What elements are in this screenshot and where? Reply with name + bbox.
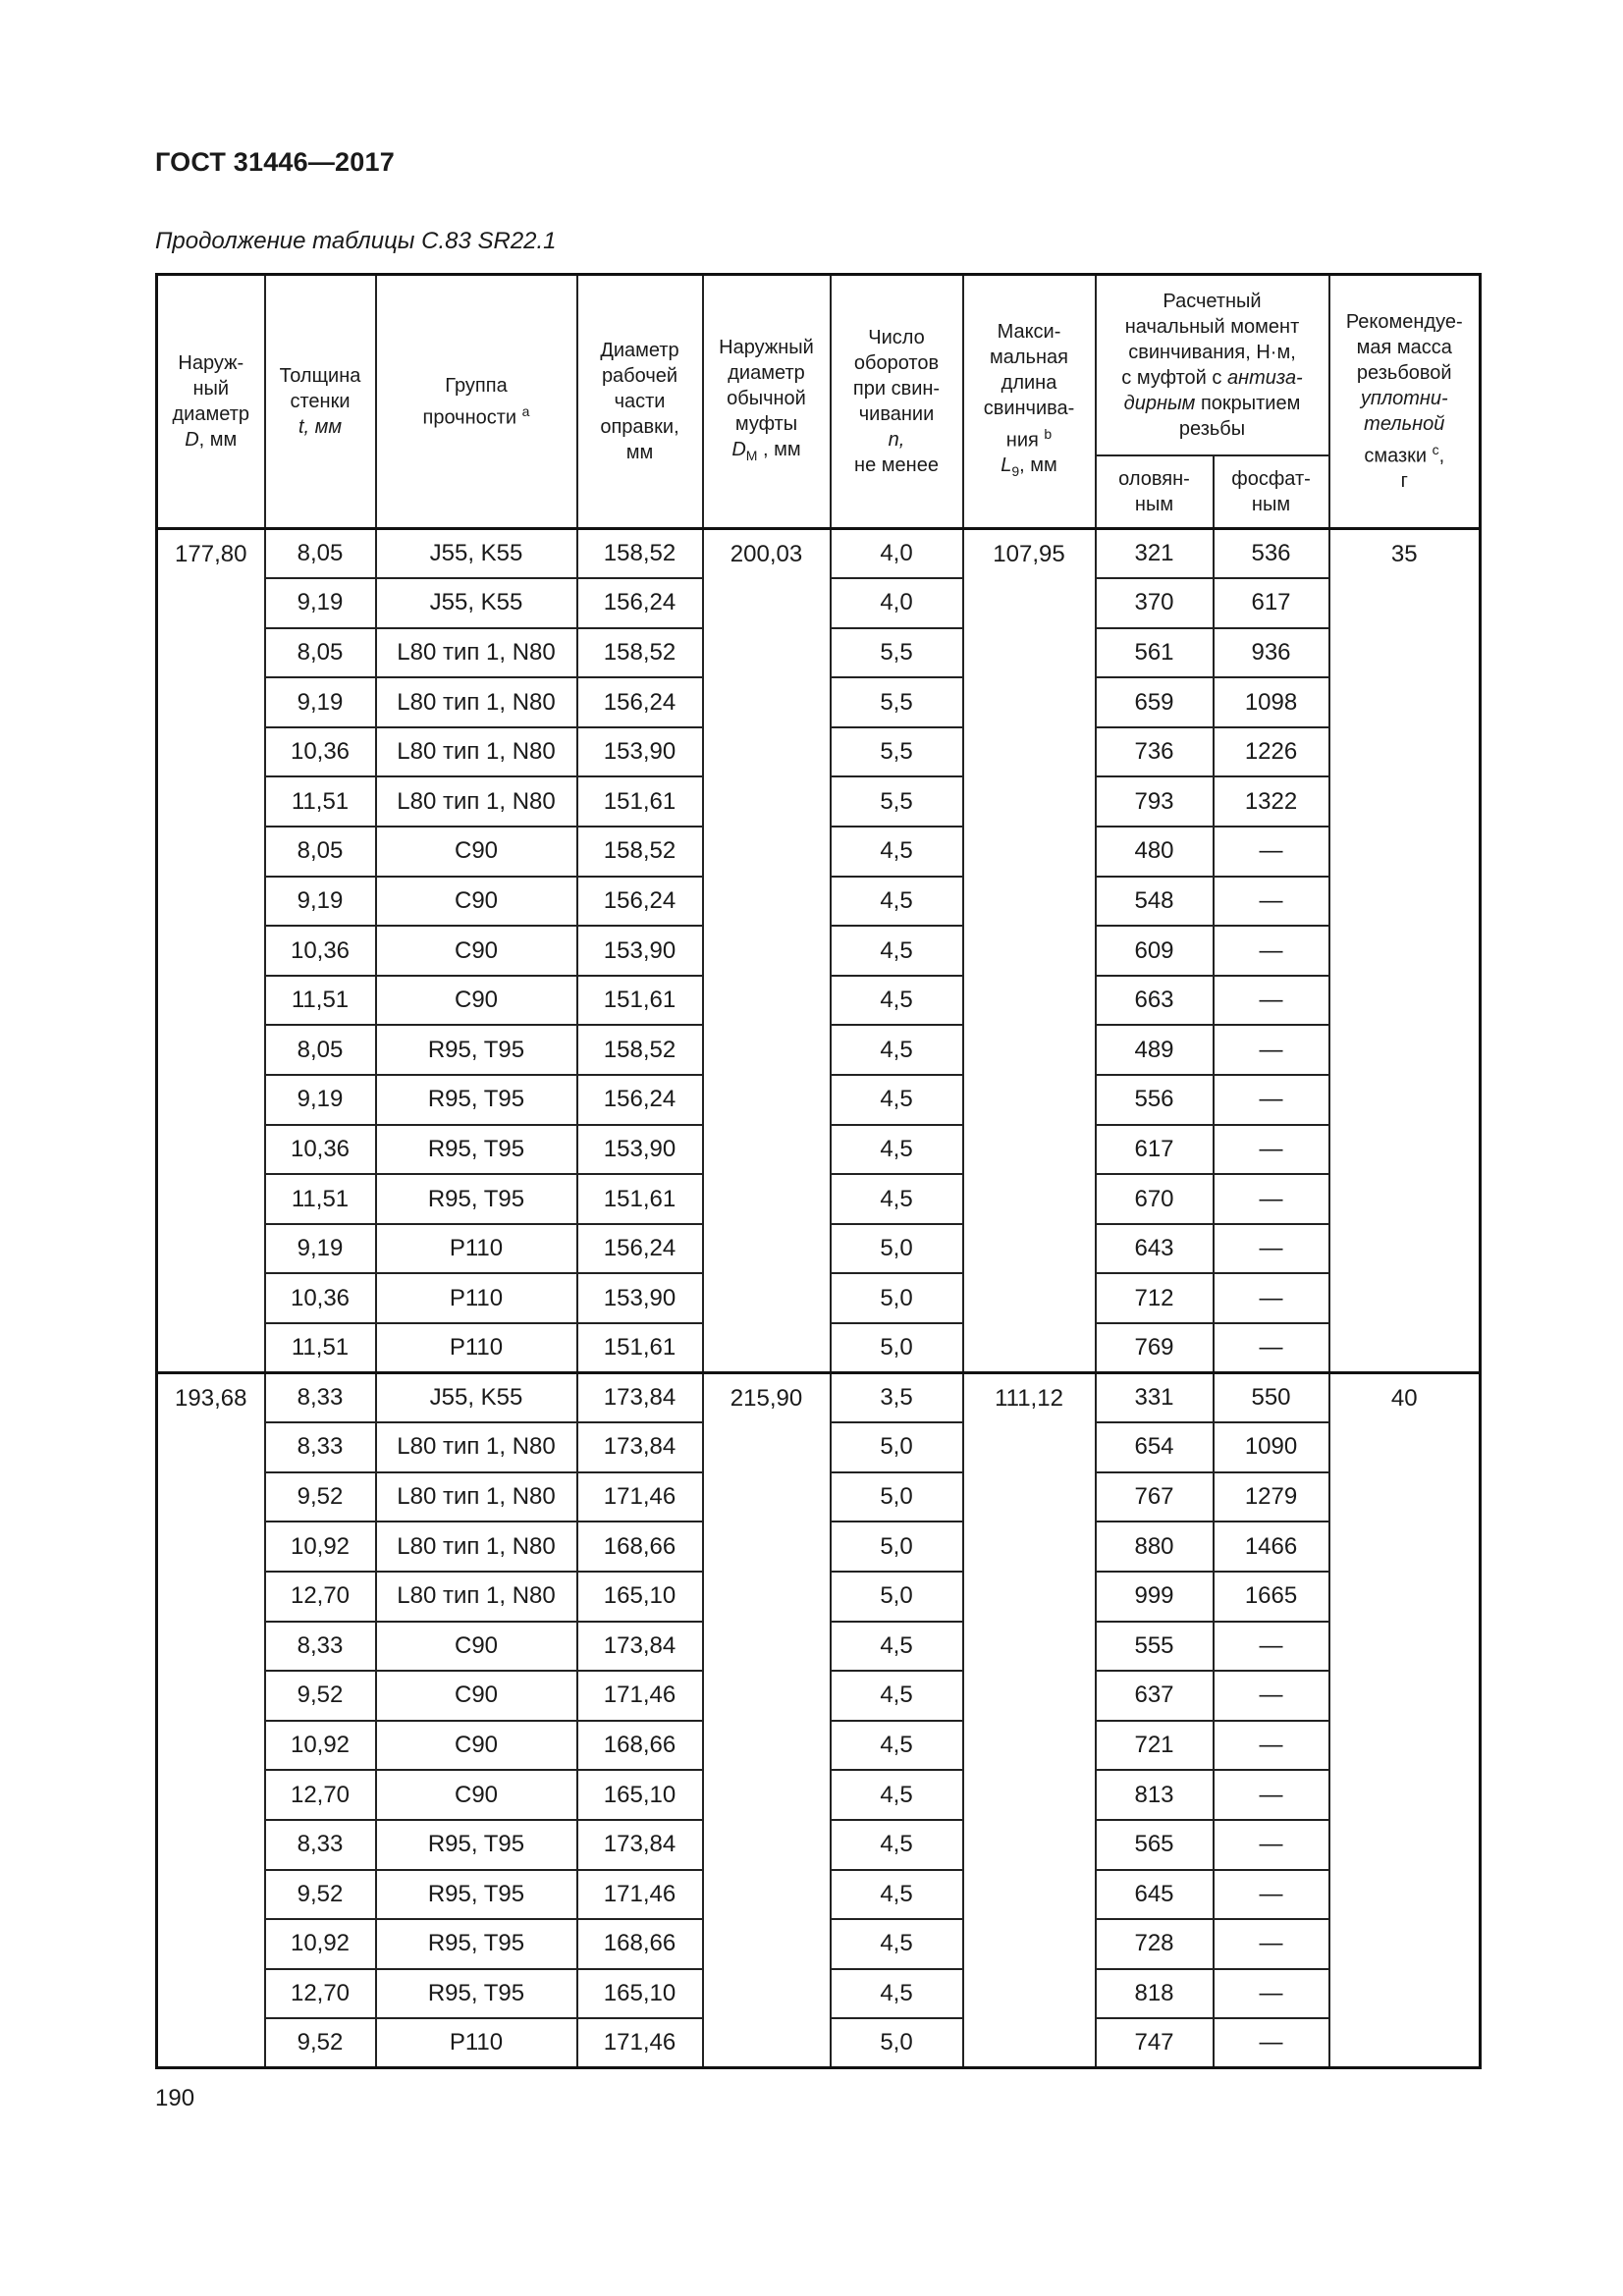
cell-mandrel-diameter: 165,10 bbox=[577, 1572, 703, 1622]
header-turns: Число оборотов при свин- чивании n, не менее bbox=[831, 275, 963, 529]
cell-torque-phosphate: 1279 bbox=[1214, 1472, 1329, 1522]
header-strength-group: Группа прочности $^a$ bbox=[376, 275, 577, 529]
cell-torque-tin: 721 bbox=[1096, 1721, 1214, 1771]
cell-mandrel-diameter: 158,52 bbox=[577, 529, 703, 579]
cell-torque-tin: 480 bbox=[1096, 827, 1214, 877]
cell-torque-phosphate: 536 bbox=[1214, 529, 1329, 579]
cell-mandrel-diameter: 156,24 bbox=[577, 1224, 703, 1274]
cell-torque-phosphate: 936 bbox=[1214, 628, 1329, 678]
cell-torque-phosphate: — bbox=[1214, 926, 1329, 976]
cell-strength-group: R95, T95 bbox=[376, 1969, 577, 2019]
cell-torque-tin: 489 bbox=[1096, 1025, 1214, 1075]
cell-strength-group: C90 bbox=[376, 1721, 577, 1771]
cell-turns: 5,5 bbox=[831, 677, 963, 727]
cell-strength-group: J55, K55 bbox=[376, 1373, 577, 1423]
cell-mandrel-diameter: 153,90 bbox=[577, 926, 703, 976]
cell-torque-phosphate: — bbox=[1214, 1174, 1329, 1224]
cell-turns: 4,5 bbox=[831, 976, 963, 1026]
cell-mandrel-diameter: 158,52 bbox=[577, 628, 703, 678]
cell-torque-phosphate: — bbox=[1214, 1025, 1329, 1075]
cell-wall-thickness: 9,52 bbox=[265, 2018, 376, 2068]
cell-strength-group: P110 bbox=[376, 1224, 577, 1274]
cell-strength-group: L80 тип 1, N80 bbox=[376, 1572, 577, 1622]
cell-strength-group: C90 bbox=[376, 1671, 577, 1721]
data-table bbox=[155, 273, 1482, 2069]
cell-torque-phosphate: — bbox=[1214, 1671, 1329, 1721]
cell-torque-phosphate: — bbox=[1214, 1721, 1329, 1771]
cell-strength-group: L80 тип 1, N80 bbox=[376, 1422, 577, 1472]
cell-torque-tin: 561 bbox=[1096, 628, 1214, 678]
cell-torque-phosphate: 1322 bbox=[1214, 776, 1329, 827]
cell-turns: 5,0 bbox=[831, 1224, 963, 1274]
cell-wall-thickness: 10,36 bbox=[265, 926, 376, 976]
cell-torque-phosphate: — bbox=[1214, 1622, 1329, 1672]
header-grease-mass: Рекомендуе- мая масса резьбовой уплотни- тельной смазки $^c$, г bbox=[1329, 275, 1481, 529]
cell-max-length: 107,95 bbox=[963, 529, 1096, 1373]
cell-torque-phosphate: 1090 bbox=[1214, 1422, 1329, 1472]
cell-strength-group: P110 bbox=[376, 1273, 577, 1323]
cell-mandrel-diameter: 168,66 bbox=[577, 1522, 703, 1572]
cell-turns: 4,5 bbox=[831, 1671, 963, 1721]
cell-mandrel-diameter: 173,84 bbox=[577, 1622, 703, 1672]
cell-torque-tin: 565 bbox=[1096, 1820, 1214, 1870]
cell-strength-group: R95, T95 bbox=[376, 1025, 577, 1075]
cell-torque-phosphate: 1665 bbox=[1214, 1572, 1329, 1622]
cell-turns: 4,5 bbox=[831, 1125, 963, 1175]
cell-wall-thickness: 8,05 bbox=[265, 827, 376, 877]
cell-strength-group: C90 bbox=[376, 1770, 577, 1820]
cell-wall-thickness: 10,36 bbox=[265, 1273, 376, 1323]
cell-torque-tin: 813 bbox=[1096, 1770, 1214, 1820]
cell-mandrel-diameter: 168,66 bbox=[577, 1919, 703, 1969]
cell-strength-group: R95, T95 bbox=[376, 1919, 577, 1969]
cell-strength-group: C90 bbox=[376, 926, 577, 976]
cell-turns: 4,5 bbox=[831, 1919, 963, 1969]
cell-turns: 4,5 bbox=[831, 926, 963, 976]
cell-strength-group: L80 тип 1, N80 bbox=[376, 677, 577, 727]
cell-turns: 3,5 bbox=[831, 1373, 963, 1423]
cell-torque-phosphate: — bbox=[1214, 1870, 1329, 1920]
cell-torque-phosphate: — bbox=[1214, 2018, 1329, 2068]
cell-mandrel-diameter: 173,84 bbox=[577, 1820, 703, 1870]
cell-torque-tin: 370 bbox=[1096, 578, 1214, 628]
cell-turns: 5,0 bbox=[831, 1572, 963, 1622]
cell-turns: 5,0 bbox=[831, 2018, 963, 2068]
cell-wall-thickness: 8,33 bbox=[265, 1422, 376, 1472]
cell-torque-phosphate: 617 bbox=[1214, 578, 1329, 628]
cell-torque-phosphate: — bbox=[1214, 1224, 1329, 1274]
cell-mandrel-diameter: 151,61 bbox=[577, 1174, 703, 1224]
cell-torque-phosphate: — bbox=[1214, 1075, 1329, 1125]
cell-torque-phosphate: 550 bbox=[1214, 1373, 1329, 1423]
cell-turns: 4,5 bbox=[831, 1820, 963, 1870]
cell-turns: 5,0 bbox=[831, 1422, 963, 1472]
cell-torque-phosphate: 1226 bbox=[1214, 727, 1329, 777]
cell-turns: 4,5 bbox=[831, 1075, 963, 1125]
cell-turns: 4,5 bbox=[831, 1770, 963, 1820]
cell-outer-diameter: 177,80 bbox=[157, 529, 265, 1373]
cell-turns: 4,5 bbox=[831, 827, 963, 877]
cell-strength-group: J55, K55 bbox=[376, 529, 577, 579]
cell-turns: 4,5 bbox=[831, 1969, 963, 2019]
cell-torque-phosphate: — bbox=[1214, 976, 1329, 1026]
cell-mandrel-diameter: 171,46 bbox=[577, 1472, 703, 1522]
cell-strength-group: P110 bbox=[376, 1323, 577, 1373]
header-outer-diameter: Наруж- ный диаметр D, мм bbox=[157, 275, 265, 529]
cell-torque-tin: 609 bbox=[1096, 926, 1214, 976]
cell-wall-thickness: 12,70 bbox=[265, 1969, 376, 2019]
cell-wall-thickness: 10,92 bbox=[265, 1919, 376, 1969]
header-wall-thickness: Толщина стенки t, мм bbox=[265, 275, 376, 529]
cell-mandrel-diameter: 156,24 bbox=[577, 677, 703, 727]
cell-strength-group: C90 bbox=[376, 877, 577, 927]
cell-strength-group: P110 bbox=[376, 2018, 577, 2068]
cell-torque-tin: 880 bbox=[1096, 1522, 1214, 1572]
cell-torque-phosphate: — bbox=[1214, 1323, 1329, 1373]
cell-wall-thickness: 9,19 bbox=[265, 1075, 376, 1125]
cell-strength-group: R95, T95 bbox=[376, 1820, 577, 1870]
cell-turns: 5,5 bbox=[831, 776, 963, 827]
cell-wall-thickness: 10,92 bbox=[265, 1522, 376, 1572]
header-mandrel-diameter: Диаметр рабочей части оправки, мм bbox=[577, 275, 703, 529]
cell-torque-phosphate: 1098 bbox=[1214, 677, 1329, 727]
cell-torque-phosphate: — bbox=[1214, 1273, 1329, 1323]
cell-wall-thickness: 10,36 bbox=[265, 727, 376, 777]
header-max-makeup-length: Макси- мальная длина свинчива- ния $^b$ $L_9$, мм bbox=[963, 275, 1096, 529]
cell-torque-tin: 663 bbox=[1096, 976, 1214, 1026]
cell-torque-phosphate: — bbox=[1214, 1125, 1329, 1175]
cell-turns: 4,5 bbox=[831, 1721, 963, 1771]
cell-wall-thickness: 10,92 bbox=[265, 1721, 376, 1771]
cell-wall-thickness: 11,51 bbox=[265, 776, 376, 827]
cell-torque-tin: 818 bbox=[1096, 1969, 1214, 2019]
cell-wall-thickness: 9,52 bbox=[265, 1870, 376, 1920]
cell-strength-group: C90 bbox=[376, 1622, 577, 1672]
cell-turns: 5,0 bbox=[831, 1323, 963, 1373]
cell-mandrel-diameter: 158,52 bbox=[577, 1025, 703, 1075]
cell-turns: 5,5 bbox=[831, 727, 963, 777]
cell-torque-tin: 548 bbox=[1096, 877, 1214, 927]
cell-torque-tin: 645 bbox=[1096, 1870, 1214, 1920]
cell-wall-thickness: 11,51 bbox=[265, 1323, 376, 1373]
cell-wall-thickness: 11,51 bbox=[265, 976, 376, 1026]
cell-wall-thickness: 12,70 bbox=[265, 1572, 376, 1622]
cell-strength-group: R95, T95 bbox=[376, 1870, 577, 1920]
cell-turns: 4,5 bbox=[831, 1025, 963, 1075]
cell-coupling-diameter: 215,90 bbox=[703, 1373, 831, 2068]
cell-mandrel-diameter: 156,24 bbox=[577, 578, 703, 628]
cell-turns: 5,5 bbox=[831, 628, 963, 678]
document-title: ГОСТ 31446—2017 bbox=[155, 147, 395, 177]
cell-torque-tin: 769 bbox=[1096, 1323, 1214, 1373]
header-coupling-diameter: Наружный диаметр обычной муфты $D_М$ , мм bbox=[703, 275, 831, 529]
cell-wall-thickness: 9,19 bbox=[265, 877, 376, 927]
header-tin: оловян- ным bbox=[1096, 455, 1214, 529]
cell-mandrel-diameter: 171,46 bbox=[577, 2018, 703, 2068]
cell-coupling-diameter: 200,03 bbox=[703, 529, 831, 1373]
cell-turns: 4,5 bbox=[831, 1174, 963, 1224]
cell-torque-tin: 617 bbox=[1096, 1125, 1214, 1175]
cell-mandrel-diameter: 171,46 bbox=[577, 1671, 703, 1721]
cell-strength-group: R95, T95 bbox=[376, 1125, 577, 1175]
cell-wall-thickness: 8,33 bbox=[265, 1622, 376, 1672]
cell-turns: 5,0 bbox=[831, 1522, 963, 1572]
cell-outer-diameter: 193,68 bbox=[157, 1373, 265, 2068]
cell-turns: 5,0 bbox=[831, 1472, 963, 1522]
cell-torque-tin: 999 bbox=[1096, 1572, 1214, 1622]
cell-turns: 4,0 bbox=[831, 529, 963, 579]
cell-torque-tin: 712 bbox=[1096, 1273, 1214, 1323]
page-number: 190 bbox=[155, 2085, 195, 2111]
cell-torque-phosphate: — bbox=[1214, 1919, 1329, 1969]
cell-turns: 4,5 bbox=[831, 1622, 963, 1672]
cell-torque-phosphate: — bbox=[1214, 1820, 1329, 1870]
cell-mandrel-diameter: 158,52 bbox=[577, 827, 703, 877]
header-phosphate: фосфат- ным bbox=[1214, 455, 1329, 529]
cell-grease-mass: 40 bbox=[1329, 1373, 1481, 2068]
cell-torque-tin: 728 bbox=[1096, 1919, 1214, 1969]
cell-torque-phosphate: — bbox=[1214, 1969, 1329, 2019]
cell-mandrel-diameter: 153,90 bbox=[577, 1125, 703, 1175]
cell-torque-phosphate: — bbox=[1214, 1770, 1329, 1820]
cell-torque-tin: 793 bbox=[1096, 776, 1214, 827]
cell-wall-thickness: 8,05 bbox=[265, 529, 376, 579]
cell-mandrel-diameter: 153,90 bbox=[577, 1273, 703, 1323]
cell-torque-tin: 659 bbox=[1096, 677, 1214, 727]
cell-wall-thickness: 9,19 bbox=[265, 677, 376, 727]
cell-wall-thickness: 9,52 bbox=[265, 1671, 376, 1721]
cell-torque-tin: 654 bbox=[1096, 1422, 1214, 1472]
cell-turns: 4,5 bbox=[831, 1870, 963, 1920]
cell-wall-thickness: 9,19 bbox=[265, 1224, 376, 1274]
cell-mandrel-diameter: 173,84 bbox=[577, 1422, 703, 1472]
cell-torque-phosphate: 1466 bbox=[1214, 1522, 1329, 1572]
cell-torque-tin: 670 bbox=[1096, 1174, 1214, 1224]
cell-mandrel-diameter: 151,61 bbox=[577, 976, 703, 1026]
table-header bbox=[157, 275, 1481, 529]
cell-torque-tin: 331 bbox=[1096, 1373, 1214, 1423]
cell-strength-group: L80 тип 1, N80 bbox=[376, 1522, 577, 1572]
cell-torque-tin: 637 bbox=[1096, 1671, 1214, 1721]
cell-mandrel-diameter: 153,90 bbox=[577, 727, 703, 777]
table-row bbox=[157, 529, 1481, 579]
cell-mandrel-diameter: 173,84 bbox=[577, 1373, 703, 1423]
table-body bbox=[157, 529, 1481, 2068]
cell-torque-phosphate: — bbox=[1214, 827, 1329, 877]
cell-strength-group: L80 тип 1, N80 bbox=[376, 776, 577, 827]
cell-turns: 4,5 bbox=[831, 877, 963, 927]
cell-torque-tin: 321 bbox=[1096, 529, 1214, 579]
cell-wall-thickness: 10,36 bbox=[265, 1125, 376, 1175]
cell-torque-tin: 747 bbox=[1096, 2018, 1214, 2068]
cell-turns: 5,0 bbox=[831, 1273, 963, 1323]
cell-mandrel-diameter: 151,61 bbox=[577, 776, 703, 827]
header-torque: Расчетный начальный момент свинчивания, Н·м, с муфтой с антиза- дирным покрытием резьбы bbox=[1096, 275, 1329, 455]
cell-wall-thickness: 12,70 bbox=[265, 1770, 376, 1820]
cell-torque-tin: 767 bbox=[1096, 1472, 1214, 1522]
cell-mandrel-diameter: 168,66 bbox=[577, 1721, 703, 1771]
cell-strength-group: R95, T95 bbox=[376, 1174, 577, 1224]
cell-wall-thickness: 8,05 bbox=[265, 1025, 376, 1075]
cell-strength-group: J55, K55 bbox=[376, 578, 577, 628]
cell-strength-group: R95, T95 bbox=[376, 1075, 577, 1125]
cell-wall-thickness: 11,51 bbox=[265, 1174, 376, 1224]
cell-max-length: 111,12 bbox=[963, 1373, 1096, 2068]
cell-wall-thickness: 8,33 bbox=[265, 1820, 376, 1870]
cell-wall-thickness: 9,19 bbox=[265, 578, 376, 628]
cell-strength-group: L80 тип 1, N80 bbox=[376, 1472, 577, 1522]
cell-strength-group: C90 bbox=[376, 827, 577, 877]
cell-mandrel-diameter: 156,24 bbox=[577, 877, 703, 927]
cell-wall-thickness: 8,05 bbox=[265, 628, 376, 678]
cell-torque-phosphate: — bbox=[1214, 877, 1329, 927]
cell-mandrel-diameter: 151,61 bbox=[577, 1323, 703, 1373]
cell-mandrel-diameter: 171,46 bbox=[577, 1870, 703, 1920]
cell-torque-tin: 555 bbox=[1096, 1622, 1214, 1672]
cell-mandrel-diameter: 165,10 bbox=[577, 1969, 703, 2019]
cell-wall-thickness: 9,52 bbox=[265, 1472, 376, 1522]
cell-strength-group: L80 тип 1, N80 bbox=[376, 727, 577, 777]
table-caption: Продолжение таблицы С.83 SR22.1 bbox=[155, 228, 557, 254]
cell-torque-tin: 643 bbox=[1096, 1224, 1214, 1274]
cell-torque-tin: 736 bbox=[1096, 727, 1214, 777]
cell-wall-thickness: 8,33 bbox=[265, 1373, 376, 1423]
cell-strength-group: C90 bbox=[376, 976, 577, 1026]
cell-grease-mass: 35 bbox=[1329, 529, 1481, 1373]
cell-turns: 4,0 bbox=[831, 578, 963, 628]
cell-strength-group: L80 тип 1, N80 bbox=[376, 628, 577, 678]
cell-torque-tin: 556 bbox=[1096, 1075, 1214, 1125]
cell-mandrel-diameter: 156,24 bbox=[577, 1075, 703, 1125]
cell-mandrel-diameter: 165,10 bbox=[577, 1770, 703, 1820]
table-row bbox=[157, 1373, 1481, 1423]
